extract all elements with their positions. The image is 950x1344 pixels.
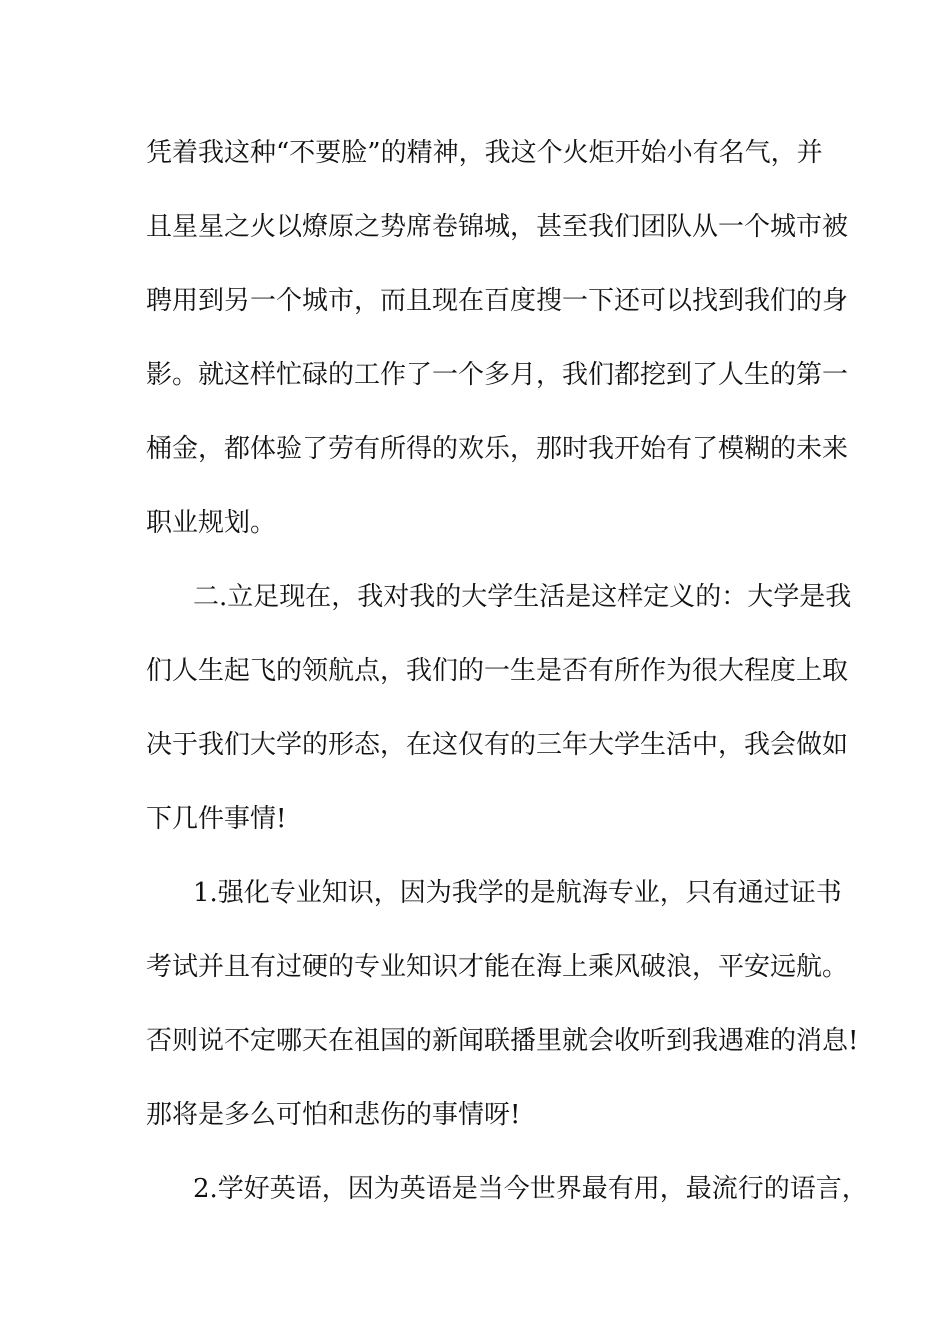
text-line: 们人生起飞的领航点，我们的一生是否有所作为很大程度上取 — [146, 656, 849, 686]
text-line: 决于我们大学的形态，在这仅有的三年大学生活中，我会做如 — [146, 730, 849, 760]
paragraph-start-line: 二.立足现在，我对我的大学生活是这样定义的：大学是我 — [193, 582, 852, 612]
text-line: 且星星之火以燎原之势席卷锦城，甚至我们团队从一个城市被 — [146, 212, 849, 242]
text-line: 下几件事情! — [146, 804, 287, 834]
text-line: 聘用到另一个城市，而且现在百度搜一下还可以找到我们的身 — [146, 286, 849, 316]
text-line: 影。就这样忙碌的工作了一个多月，我们都挖到了人生的第一 — [146, 360, 849, 390]
document-body — [146, 131, 868, 1241]
text-line: 否则说不定哪天在祖国的新闻联播里就会收听到我遇难的消息! — [146, 1026, 859, 1056]
text-line: 职业规划。 — [146, 508, 277, 538]
paragraph-start-line: 2.学好英语，因为英语是当今世界最有用，最流行的语言， — [193, 1174, 868, 1204]
text-line: 凭着我这种“不要脸”的精神，我这个火炬开始小有名气，并 — [146, 138, 823, 168]
text-line: 桶金，都体验了劳有所得的欢乐，那时我开始有了模糊的未来 — [146, 434, 849, 464]
text-line: 那将是多么可怕和悲伤的事情呀! — [146, 1100, 521, 1130]
paragraph-start-line: 1.强化专业知识，因为我学的是航海专业，只有通过证书 — [193, 878, 842, 908]
text-line: 考试并且有过硬的专业知识才能在海上乘风破浪，平安远航。 — [146, 952, 849, 982]
